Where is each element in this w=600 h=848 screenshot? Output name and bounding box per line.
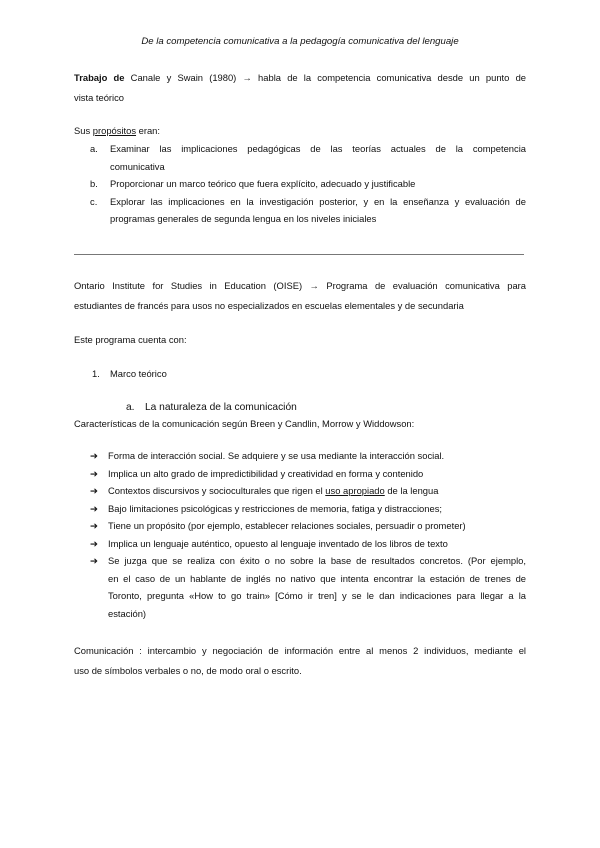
- purposes-prefix: Sus: [74, 125, 93, 136]
- underlined-term: uso apropiado: [325, 485, 385, 496]
- definition-line-1: Comunicación : intercambio y negociación de información entre al menos 2 individuos, mediante el: [74, 645, 526, 656]
- page-header: De la competencia comunicativa a la pedagogía comunicativa del lenguaje: [141, 36, 459, 47]
- text-pre: Contextos discursivos y socioculturales que rigen el: [108, 485, 326, 496]
- definition-line-2: uso de símbolos verbales o no, de modo oral o escrito.: [74, 665, 302, 676]
- subsection-text: La naturaleza de la comunicación: [145, 402, 297, 413]
- text-post: de la lengua: [384, 485, 439, 496]
- subsection-marker: a.: [126, 402, 135, 413]
- purposes-list: [74, 140, 526, 228]
- list-item-line-2: en el caso de un hablante de inglés no nativo que intenta encontrar la estación de trenes de: [108, 572, 526, 584]
- list-marker: a.: [90, 143, 98, 154]
- purposes-suffix: eran:: [136, 125, 161, 136]
- list-item-line-1: Examinar las implicaciones pedagógicas de las teorías actuales de la competencia: [110, 143, 526, 154]
- list-item-line-1: Se juzga que se realiza con éxito o no sobre la base de resultados concretos. (Por ejemplo,: [108, 555, 526, 566]
- intro-line-2: vista teórico: [74, 92, 125, 103]
- definition-paragraph: [74, 641, 526, 681]
- list-item: [74, 465, 526, 483]
- list-item-line-2: comunicativa: [110, 160, 165, 172]
- list-item: [74, 552, 526, 622]
- list-item-line-3: Toronto, pregunta «How to go train» [Cómo ir tren] y se le dan indicaciones para llegar a la: [108, 590, 526, 601]
- intro-label: Trabajo de: [74, 72, 125, 83]
- list-item-line-1: Explorar las implicaciones en la investigación posterior, y en la enseñanza y evaluación de: [110, 195, 526, 207]
- purposes-underlined: propósitos: [92, 125, 137, 136]
- list-item: [74, 447, 526, 465]
- list-item-line-1: Proporcionar un marco teórico que fuera explícito, adecuado y justificable: [110, 178, 416, 189]
- list-item-text: [108, 482, 526, 500]
- list-item-text: Bajo limitaciones psicológicas y restricciones de memoria, fatiga y distracciones;: [108, 502, 442, 514]
- arrow-icon: ➔: [90, 520, 98, 531]
- list-item-line-2: programas generales de segunda lengua en los niveles iniciales: [110, 213, 377, 224]
- numbered-heading: [92, 368, 167, 379]
- intro-paragraph: [74, 68, 526, 108]
- characteristics-list: [74, 447, 526, 622]
- list-marker: b.: [90, 178, 98, 189]
- numbered-text: Marco teórico: [110, 368, 167, 379]
- arrow-icon: ➔: [90, 467, 98, 479]
- list-item: [74, 140, 526, 175]
- oise-line-2: estudiantes de francés para usos no especializados en escuelas elementales y de secundaria: [74, 300, 464, 311]
- list-item-line-4: estación): [108, 607, 147, 619]
- intro-text: Canale y Swain (1980) → habla de la competencia comunicativa desde un punto de: [124, 72, 526, 83]
- list-item-text: Implica un lenguaje auténtico, opuesto al lenguaje inventado de los libros de texto: [108, 537, 448, 549]
- list-item: [74, 175, 526, 193]
- program-intro: Este programa cuenta con:: [74, 334, 187, 345]
- list-item-text: Implica un alto grado de impredictibilidad y creatividad en forma y contenido: [108, 467, 424, 479]
- list-item: [74, 535, 526, 553]
- list-item-text: Tiene un propósito (por ejemplo, establecer relaciones sociales, persuadir o prometer): [108, 520, 466, 531]
- oise-line-1: Ontario Institute for Studies in Education (OISE) → Programa de evaluación comunicativa para: [74, 280, 526, 291]
- numbered-marker: 1.: [92, 368, 100, 379]
- list-item-text: Forma de interacción social. Se adquiere y se usa mediante la interacción social.: [108, 450, 445, 461]
- arrow-icon: ➔: [90, 485, 98, 496]
- oise-paragraph: [74, 276, 526, 316]
- purposes-heading: [74, 121, 526, 141]
- arrow-icon: ➔: [90, 450, 98, 461]
- intro-line-1: [74, 68, 526, 88]
- list-item: [74, 500, 526, 518]
- arrow-icon: ➔: [90, 555, 98, 566]
- list-item: [74, 482, 526, 500]
- section-divider: [74, 254, 524, 255]
- arrow-icon: ➔: [90, 537, 98, 549]
- list-item: [74, 517, 526, 535]
- list-item: [74, 193, 526, 228]
- arrow-icon: ➔: [90, 502, 98, 514]
- characteristics-title: Características de la comunicación según Breen y Candlin, Morrow y Widdowson:: [74, 418, 415, 429]
- list-marker: c.: [90, 195, 98, 207]
- subsection-heading: [126, 402, 297, 413]
